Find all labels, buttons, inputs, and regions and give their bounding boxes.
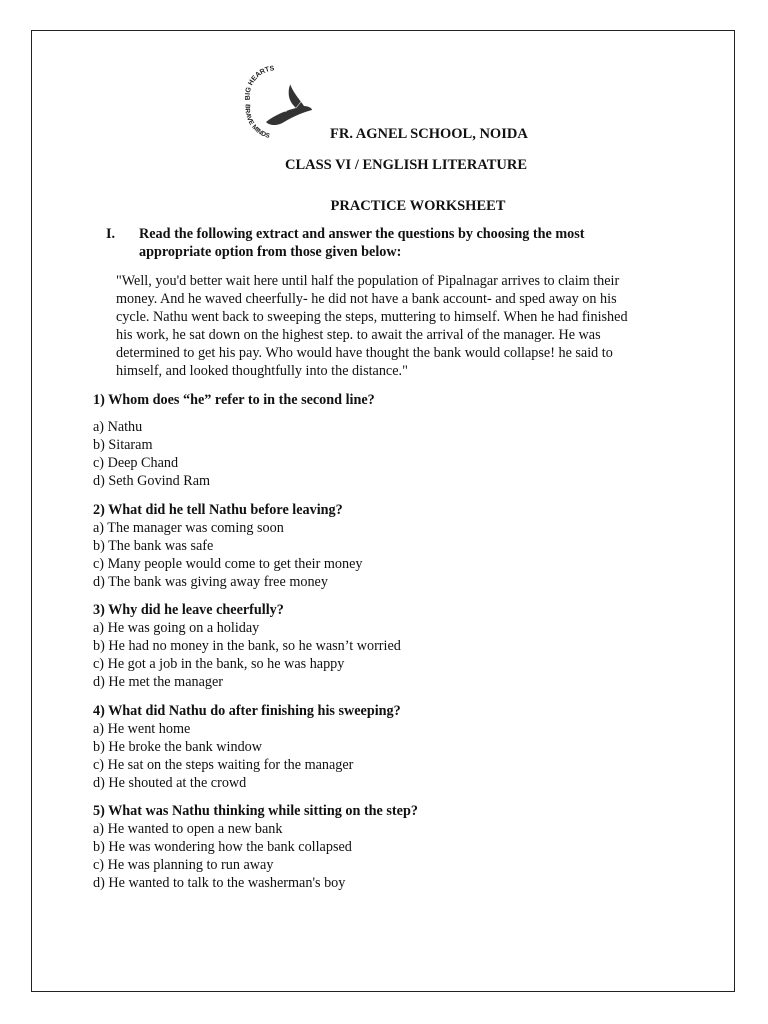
question-2 bbox=[93, 501, 363, 591]
option: d) Seth Govind Ram bbox=[93, 473, 211, 490]
question-4 bbox=[93, 702, 401, 792]
option: b) He broke the bank window bbox=[93, 739, 263, 756]
option: d) He met the manager bbox=[93, 674, 223, 691]
extract-line: money. And he waved cheerfully- he did not have a bank account- and sped away on his bbox=[116, 291, 617, 308]
option: d) He shouted at the crowd bbox=[93, 775, 247, 792]
school-name: FR. AGNEL SCHOOL, NOIDA bbox=[330, 126, 528, 142]
option: c) Many people would come to get their money bbox=[93, 556, 363, 573]
option: c) He sat on the steps waiting for the manager bbox=[93, 757, 354, 774]
question-text: 5) What was Nathu thinking while sitting on the step? bbox=[93, 803, 418, 819]
class-subject: CLASS VI / ENGLISH LITERATURE bbox=[284, 157, 527, 173]
svg-text:BRAVE MINDS: BRAVE MINDS bbox=[243, 103, 271, 140]
option: c) He was planning to run away bbox=[93, 857, 274, 874]
instruction-line: Read the following extract and answer the questions by choosing the most bbox=[139, 226, 585, 242]
extract-line: his work, he sat down on the highest step. to await the arrival of the manager. He was bbox=[116, 327, 601, 344]
question-text: 1) Whom does “he” refer to in the second line? bbox=[93, 392, 375, 408]
option: d) The bank was giving away free money bbox=[93, 574, 328, 591]
question-5 bbox=[93, 802, 418, 892]
extract-line: cycle. Nathu went back to sweeping the steps, muttering to himself. When he had finished bbox=[116, 309, 628, 326]
option: d) He wanted to talk to the washerman's boy bbox=[93, 875, 346, 892]
option: a) He was going on a holiday bbox=[93, 620, 260, 637]
extract-line: "Well, you'd better wait here until half the population of Pipalnagar arrives to claim their bbox=[116, 273, 620, 289]
question-text: 2) What did he tell Nathu before leaving? bbox=[93, 502, 343, 518]
option: c) Deep Chand bbox=[93, 455, 179, 472]
section-instruction bbox=[139, 226, 659, 261]
option: a) He wanted to open a new bank bbox=[93, 821, 283, 838]
option: b) He was wondering how the bank collapsed bbox=[93, 839, 352, 856]
question-3 bbox=[93, 601, 401, 691]
instruction-line: appropriate option from those given below: bbox=[139, 243, 402, 260]
worksheet-title: PRACTICE WORKSHEET bbox=[330, 198, 506, 214]
extract-line: determined to get his pay. Who would have thought the bank would collapse! he said to bbox=[116, 345, 613, 362]
svg-text:BIG HEARTS: BIG HEARTS bbox=[244, 65, 275, 101]
option: a) He went home bbox=[93, 721, 191, 738]
extract-passage bbox=[116, 272, 686, 381]
section-numeral: I. bbox=[106, 226, 116, 242]
option: c) He got a job in the bank, so he was happy bbox=[93, 656, 345, 673]
question-text: 4) What did Nathu do after finishing his sweeping? bbox=[93, 703, 401, 719]
question-text: 3) Why did he leave cheerfully? bbox=[93, 602, 284, 618]
option: a) The manager was coming soon bbox=[93, 520, 284, 537]
option: b) The bank was safe bbox=[93, 538, 214, 555]
option: a) Nathu bbox=[93, 419, 143, 436]
extract-line: himself, and looked thoughtfully into the distance." bbox=[116, 363, 408, 380]
question-1 bbox=[93, 391, 375, 490]
option: b) He had no money in the bank, so he wasn’t worried bbox=[93, 638, 401, 655]
option: b) Sitaram bbox=[93, 437, 153, 454]
school-logo bbox=[236, 64, 316, 144]
